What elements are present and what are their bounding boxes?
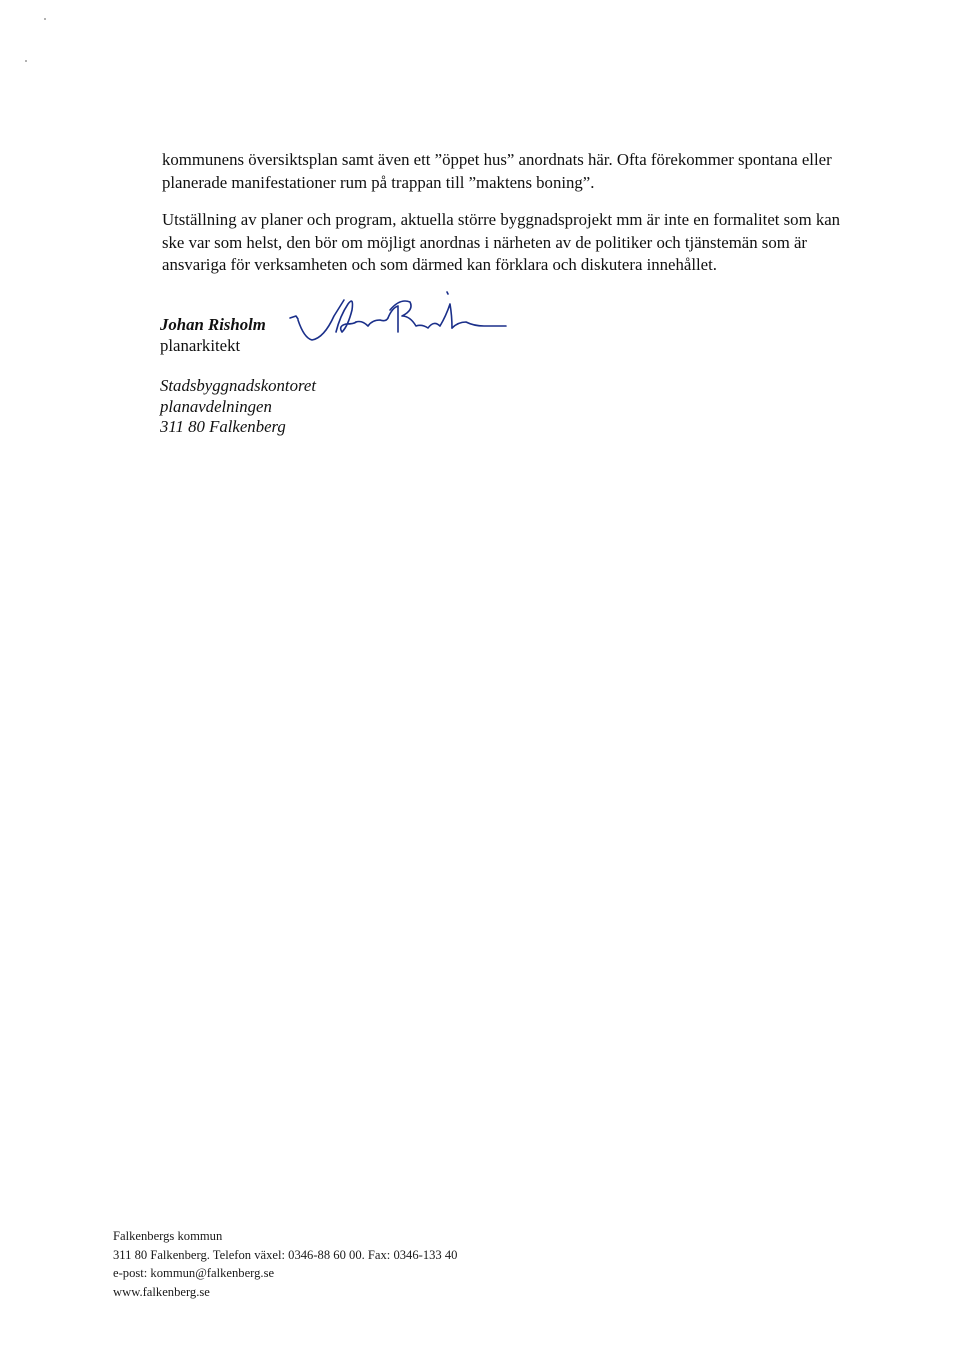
scan-speck xyxy=(44,18,46,20)
department-division: planavdelningen xyxy=(160,396,272,416)
footer-contact: 311 80 Falkenberg. Telefon växel: 0346-88 60 00. Fax: 0346-133 40 xyxy=(113,1247,458,1262)
letterhead-footer xyxy=(113,1227,457,1301)
body-paragraph: Utställning av planer och program, aktuella större byggnadsprojekt mm är inte en formalitet som kan ske var som helst, den bör om möjligt anordnas i närheten av de politiker och tjänstemän som är ansvariga för verksamheten och som därmed kan förklara och diskutera innehållet. xyxy=(162,210,841,274)
signer-block xyxy=(160,314,266,356)
footer-web: www.falkenberg.se xyxy=(113,1284,210,1299)
department-address xyxy=(160,376,316,438)
handwritten-signature xyxy=(284,286,514,354)
signer-title: planarkitekt xyxy=(160,336,241,355)
department-name: Stadsbyggnadskontoret xyxy=(160,376,316,395)
footer-email: e-post: kommun@falkenberg.se xyxy=(113,1266,275,1280)
footer-org: Falkenbergs kommun xyxy=(113,1229,223,1243)
signer-name: Johan Risholm xyxy=(160,315,266,334)
body-paragraph: kommunens översiktsplan samt även ett ”öppet hus” anordnats här. Ofta förekommer spontana eller planerade manifestationer rum på trappan till ”maktens boning”. xyxy=(162,150,832,192)
department-postal: 311 80 Falkenberg xyxy=(160,417,286,436)
scan-speck xyxy=(25,60,27,62)
